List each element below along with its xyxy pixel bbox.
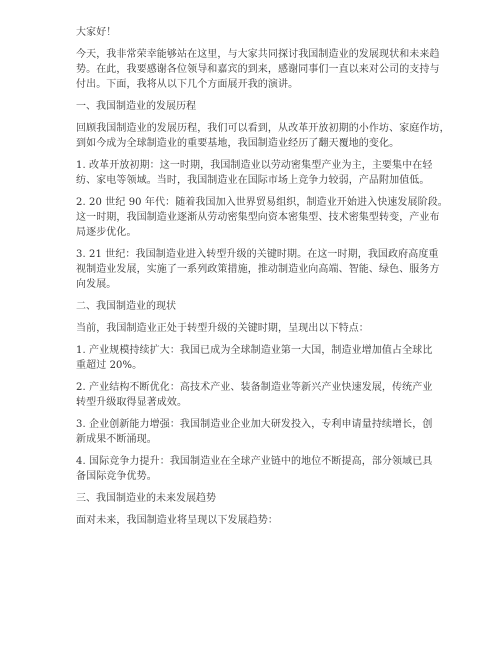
paragraph-line: 向发展。 bbox=[76, 279, 117, 290]
section-heading-3: 三、我国制造业的未来发展趋势 bbox=[76, 493, 216, 504]
paragraph-line: 纺、家电等领域。当时，我国制造业在国际市场上竞争力较弱，产品附加值低。 bbox=[76, 175, 430, 186]
section-heading-1: 一、我国制造业的发展历程 bbox=[76, 101, 196, 112]
paragraph-line: 这一时期，我国制造业逐渐从劳动密集型向资本密集型、技术密集型转变，产业布 bbox=[76, 212, 440, 223]
section3-intro bbox=[76, 513, 442, 528]
section2-item-1 bbox=[76, 343, 442, 373]
paragraph-line: 1. 改革开放初期：这一时期，我国制造业以劳动密集型产业为主，主要集中在轻 bbox=[76, 160, 433, 171]
section-heading-2: 二、我国制造业的现状 bbox=[76, 301, 176, 312]
section1-intro bbox=[76, 121, 450, 151]
paragraph-line: 3. 企业创新能力增强：我国制造业企业加大研发投入，专利申请量持续增长，创 bbox=[76, 419, 433, 430]
paragraph-line: 回顾我国制造业的发展历程，我们可以看到，从改革开放初期的小作坊、家庭作坊， bbox=[76, 123, 450, 134]
document-body bbox=[76, 25, 450, 535]
section2-intro bbox=[76, 321, 442, 336]
paragraph-line: 2. 产业结构不断优化：高技术产业、装备制造业等新兴产业快速发展，传统产业 bbox=[76, 382, 433, 393]
section2-item-4 bbox=[76, 454, 442, 484]
paragraph-line: 视制造业发展，实施了一系列政策措施，推动制造业向高端、智能、绿色、服务方 bbox=[76, 264, 440, 275]
paragraph-line: 局逐步优化。 bbox=[76, 227, 137, 238]
paragraph-line: 1. 产业规模持续扩大：我国已成为全球制造业第一大国，制造业增加值占全球比 bbox=[76, 345, 433, 356]
section1-item-2 bbox=[76, 195, 448, 240]
section2-item-3 bbox=[76, 417, 442, 447]
paragraph-line: 4. 国际竞争力提升：我国制造业在全球产业链中的地位不断提高，部分领域已具 bbox=[76, 456, 433, 467]
paragraph-line: 新成果不断涌现。 bbox=[76, 434, 157, 445]
section2-item-2 bbox=[76, 380, 442, 410]
paragraph-line: 当前，我国制造业正处于转型升级的关键时期，呈现出以下特点： bbox=[76, 323, 369, 334]
paragraph-line: 到如今成为全球制造业的重要基地，我国制造业经历了翻天覆地的变化。 bbox=[76, 138, 400, 149]
paragraph-line: 转型升级取得显著成效。 bbox=[76, 397, 188, 408]
paragraph-line: 3. 21 世纪：我国制造业进入转型升级的关键时期。在这一时期，我国政府高度重 bbox=[76, 249, 439, 260]
intro-paragraph bbox=[76, 47, 442, 92]
paragraph-line: 备国际竞争优势。 bbox=[76, 471, 157, 482]
section1-item-3 bbox=[76, 247, 442, 292]
intro-line: 付出。下面，我将从以下几个方面展开我的演讲。 bbox=[76, 79, 299, 90]
paragraph-line: 面对未来，我国制造业将呈现以下发展趋势： bbox=[76, 515, 278, 526]
paragraph-line: 重超过 20%。 bbox=[76, 360, 143, 371]
paragraph-line: 2. 20 世纪 90 年代：随着我国加入世界贸易组织，制造业开始进入快速发展阶段。 bbox=[76, 197, 448, 208]
intro-line: 势。在此，我要感谢各位领导和嘉宾的到来，感谢同事们一直以来对公司的支持与 bbox=[76, 64, 440, 75]
greeting-line: 大家好！ bbox=[76, 27, 117, 38]
section1-item-1 bbox=[76, 158, 442, 188]
greeting bbox=[76, 25, 442, 40]
intro-line: 今天，我非常荣幸能够站在这里，与大家共同探讨我国制造业的发展现状和未来趋 bbox=[76, 49, 440, 60]
